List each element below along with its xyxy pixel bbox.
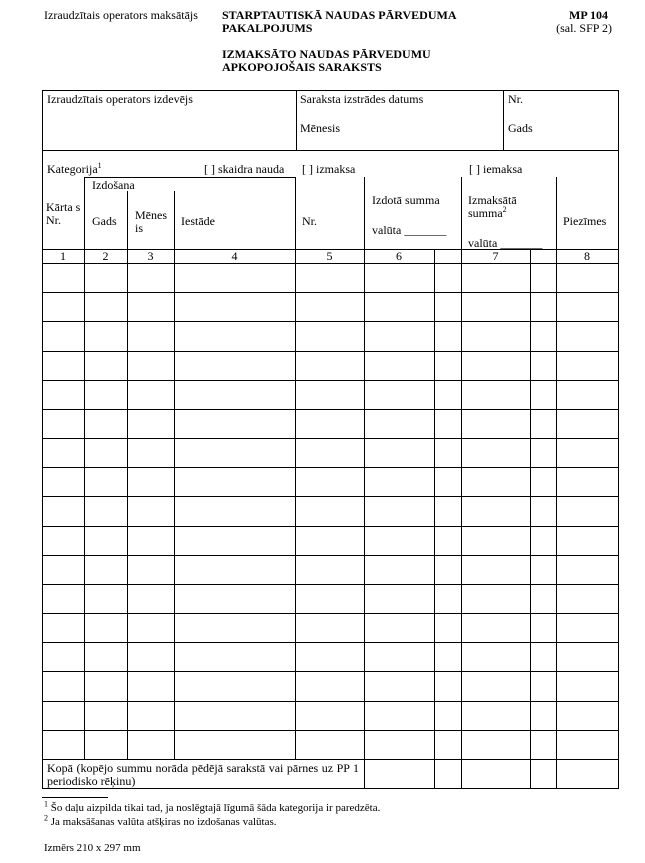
issuer-operator-label: Izraudzītais operators izdevējs <box>47 92 193 106</box>
table-row-divider <box>42 351 619 352</box>
order-nr-header: Kārta s Nr. <box>46 200 81 227</box>
table-row-divider <box>42 730 619 731</box>
category-option-payout[interactable]: [ ] izmaksa <box>302 162 356 176</box>
category-option-cash[interactable]: [ ] skaidra nauda <box>204 162 285 176</box>
nr-header: Nr. <box>302 214 317 228</box>
form-title-line2: PAKALPOJUMS <box>222 21 313 35</box>
issued-sum-header: Izdotā summa <box>372 193 440 207</box>
table-row-divider <box>42 584 619 585</box>
footnote-1: $^1$ Šo daļu aizpilda tikai tad, ja noslēgtajā līgumā šāda kategorija ir paredzēta. <box>44 799 381 814</box>
table-row-divider <box>42 555 619 556</box>
col-number-2: 2 <box>102 249 109 263</box>
category-option-deposit[interactable]: [ ] iemaksa <box>469 162 523 176</box>
table-row-divider <box>42 292 619 293</box>
list-date-label: Saraksta izstrādes datums <box>300 92 424 106</box>
paid-currency-header: valūta _______ <box>468 236 543 250</box>
year-label: Gads <box>508 121 533 135</box>
table-row-divider <box>42 671 619 672</box>
table-row-divider <box>42 409 619 410</box>
col-number-6: 6 <box>396 249 402 263</box>
col-number-8: 8 <box>584 249 590 263</box>
col-number-4: 4 <box>231 249 238 263</box>
issue-group-header: Izdošana <box>92 178 135 192</box>
table-row-divider <box>42 613 619 614</box>
payer-operator-label: Izraudzītais operators maksātājs <box>44 8 198 22</box>
paid-sum-header: Izmaksātā summa$^2$ <box>468 193 517 220</box>
table-row-divider <box>42 701 619 702</box>
table-row-divider <box>42 380 619 381</box>
page-size-note: Izmērs 210 x 297 mm <box>44 842 141 854</box>
form-subtitle-line2: APKOPOJOŠAIS SARAKSTS <box>222 60 382 74</box>
table-row-divider <box>42 467 619 468</box>
month-label: Mēnesis <box>300 121 340 135</box>
form-alt-code: (sal. SFP 2) <box>556 21 612 35</box>
col-number-7: 7 <box>492 249 499 263</box>
nr-label: Nr. <box>508 92 523 106</box>
footnote-2: $^2$ Ja maksāšanas valūta atšķiras no izdošanas valūtas. <box>44 813 277 828</box>
year-header: Gads <box>92 214 117 228</box>
category-label: Kategorija$^1$ <box>47 161 102 176</box>
notes-header: Piezīmes <box>563 214 607 228</box>
table-row-divider <box>42 526 619 527</box>
office-header: Iestāde <box>181 214 215 228</box>
col-number-3: 3 <box>147 249 154 263</box>
table-row-divider <box>42 642 619 643</box>
footnote-separator <box>42 797 108 798</box>
form-code: MP 104 <box>569 8 608 22</box>
total-row-label: Kopā (kopējo summu norāda pēdējā sarakstā vai pārnes uz PP 1 periodisko rēķinu) <box>47 761 359 788</box>
table-row-divider <box>42 438 619 439</box>
table-row-divider <box>42 321 619 322</box>
col-number-5: 5 <box>326 249 333 263</box>
col-number-1: 1 <box>60 249 66 263</box>
form-title-line1: STARPTAUTISKĀ NAUDAS PĀRVEDUMA <box>222 8 457 22</box>
month-header: Mēnes is <box>135 208 167 235</box>
issued-currency-header: valūta _______ <box>372 223 447 237</box>
table-row-divider <box>42 496 619 497</box>
form-subtitle-line1: IZMAKSĀTO NAUDAS PĀRVEDUMU <box>222 47 431 61</box>
